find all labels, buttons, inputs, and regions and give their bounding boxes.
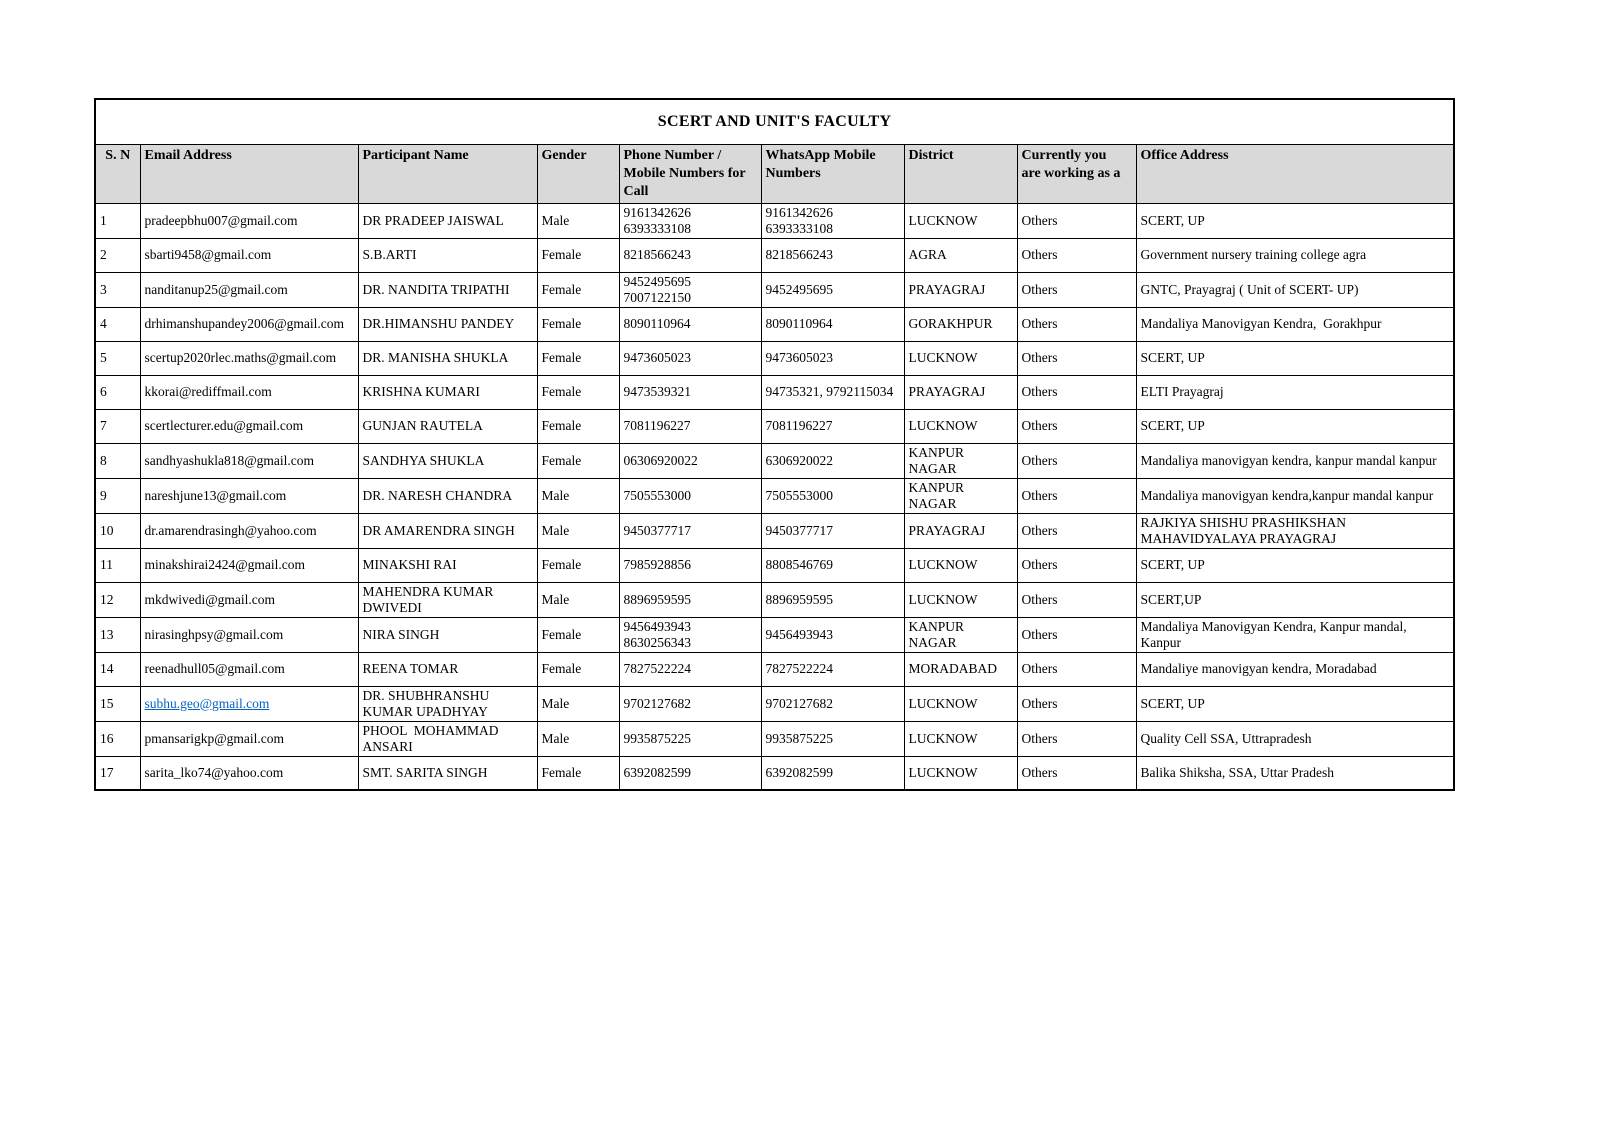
cell-working: Others — [1017, 548, 1136, 582]
cell-office: SCERT,UP — [1136, 582, 1454, 617]
cell-sn: 7 — [95, 409, 140, 443]
cell-name: KRISHNA KUMARI — [358, 375, 537, 409]
cell-phone: 9452495695 7007122150 — [619, 272, 761, 307]
cell-whatsapp: 7827522224 — [761, 652, 904, 686]
cell-gender: Female — [537, 307, 619, 341]
cell-office: RAJKIYA SHISHU PRASHIKSHAN MAHAVIDYALAYA PRAYAGRAJ — [1136, 513, 1454, 548]
cell-email: nareshjune13@gmail.com — [140, 478, 358, 513]
cell-name: DR AMARENDRA SINGH — [358, 513, 537, 548]
cell-email: minakshirai2424@gmail.com — [140, 548, 358, 582]
table-row — [95, 652, 1454, 686]
cell-phone: 9473605023 — [619, 341, 761, 375]
column-header-name: Participant Name — [358, 144, 537, 203]
cell-sn: 8 — [95, 443, 140, 478]
cell-office: SCERT, UP — [1136, 203, 1454, 238]
cell-phone: 9473539321 — [619, 375, 761, 409]
table-row — [95, 341, 1454, 375]
cell-sn: 3 — [95, 272, 140, 307]
cell-phone: 6392082599 — [619, 756, 761, 790]
cell-whatsapp: 9702127682 — [761, 686, 904, 721]
cell-name: DR PRADEEP JAISWAL — [358, 203, 537, 238]
table-row — [95, 582, 1454, 617]
cell-gender: Female — [537, 375, 619, 409]
cell-district: KANPUR NAGAR — [904, 478, 1017, 513]
cell-office: Government nursery training college agra — [1136, 238, 1454, 272]
cell-gender: Female — [537, 756, 619, 790]
cell-email: sandhyashukla818@gmail.com — [140, 443, 358, 478]
cell-office: GNTC, Prayagraj ( Unit of SCERT- UP) — [1136, 272, 1454, 307]
cell-office: Mandaliya manovigyan kendra,kanpur mandal kanpur — [1136, 478, 1454, 513]
cell-office: Mandaliya Manovigyan Kendra, Kanpur mandal, Kanpur — [1136, 617, 1454, 652]
cell-district: GORAKHPUR — [904, 307, 1017, 341]
cell-name: DR. NARESH CHANDRA — [358, 478, 537, 513]
column-header-phone: Phone Number / Mobile Numbers for Call — [619, 144, 761, 203]
table-row — [95, 617, 1454, 652]
cell-sn: 5 — [95, 341, 140, 375]
cell-district: LUCKNOW — [904, 409, 1017, 443]
cell-sn: 15 — [95, 686, 140, 721]
cell-whatsapp: 8896959595 — [761, 582, 904, 617]
title-row — [95, 99, 1454, 144]
cell-name: DR.HIMANSHU PANDEY — [358, 307, 537, 341]
column-header-district: District — [904, 144, 1017, 203]
cell-whatsapp: 9450377717 — [761, 513, 904, 548]
cell-whatsapp: 7505553000 — [761, 478, 904, 513]
cell-sn: 14 — [95, 652, 140, 686]
cell-whatsapp: 9456493943 — [761, 617, 904, 652]
table-row — [95, 272, 1454, 307]
cell-name: MAHENDRA KUMAR DWIVEDI — [358, 582, 537, 617]
table-row — [95, 548, 1454, 582]
cell-office: Balika Shiksha, SSA, Uttar Pradesh — [1136, 756, 1454, 790]
cell-gender: Male — [537, 203, 619, 238]
cell-phone: 8218566243 — [619, 238, 761, 272]
cell-district: MORADABAD — [904, 652, 1017, 686]
cell-working: Others — [1017, 238, 1136, 272]
cell-office: SCERT, UP — [1136, 686, 1454, 721]
cell-sn: 9 — [95, 478, 140, 513]
cell-whatsapp: 8218566243 — [761, 238, 904, 272]
cell-district: KANPUR NAGAR — [904, 443, 1017, 478]
cell-phone: 8090110964 — [619, 307, 761, 341]
cell-phone: 9161342626 6393333108 — [619, 203, 761, 238]
table-row — [95, 686, 1454, 721]
cell-gender: Male — [537, 513, 619, 548]
cell-gender: Female — [537, 548, 619, 582]
table-row — [95, 513, 1454, 548]
cell-working: Others — [1017, 307, 1136, 341]
faculty-table — [94, 98, 1455, 791]
email-link[interactable]: subhu.geo@gmail.com — [144, 695, 270, 711]
column-header-email: Email Address — [140, 144, 358, 203]
cell-office: SCERT, UP — [1136, 341, 1454, 375]
cell-working: Others — [1017, 203, 1136, 238]
cell-working: Others — [1017, 375, 1136, 409]
cell-district: LUCKNOW — [904, 686, 1017, 721]
cell-name: DR. MANISHA SHUKLA — [358, 341, 537, 375]
cell-whatsapp: 7081196227 — [761, 409, 904, 443]
cell-district: LUCKNOW — [904, 721, 1017, 756]
cell-office: Mandaliya manovigyan kendra, kanpur mandal kanpur — [1136, 443, 1454, 478]
cell-email: reenadhull05@gmail.com — [140, 652, 358, 686]
table-title: SCERT AND UNIT'S FACULTY — [95, 99, 1454, 144]
cell-working: Others — [1017, 617, 1136, 652]
cell-district: KANPUR NAGAR — [904, 617, 1017, 652]
cell-gender: Female — [537, 652, 619, 686]
cell-district: PRAYAGRAJ — [904, 272, 1017, 307]
table-row — [95, 721, 1454, 756]
cell-email: drhimanshupandey2006@gmail.com — [140, 307, 358, 341]
cell-gender: Female — [537, 272, 619, 307]
cell-gender: Male — [537, 582, 619, 617]
cell-working: Others — [1017, 686, 1136, 721]
cell-gender: Male — [537, 686, 619, 721]
cell-office: ELTI Prayagraj — [1136, 375, 1454, 409]
cell-phone: 9935875225 — [619, 721, 761, 756]
cell-whatsapp: 9161342626 6393333108 — [761, 203, 904, 238]
table-row — [95, 238, 1454, 272]
cell-name: DR. NANDITA TRIPATHI — [358, 272, 537, 307]
cell-phone: 9456493943 8630256343 — [619, 617, 761, 652]
column-header-whatsapp: WhatsApp Mobile Numbers — [761, 144, 904, 203]
cell-phone: 7505553000 — [619, 478, 761, 513]
table-row — [95, 375, 1454, 409]
table-row — [95, 443, 1454, 478]
cell-district: LUCKNOW — [904, 756, 1017, 790]
cell-working: Others — [1017, 513, 1136, 548]
table-row — [95, 307, 1454, 341]
cell-gender: Female — [537, 341, 619, 375]
cell-whatsapp: 94735321, 9792115034 — [761, 375, 904, 409]
cell-gender: Male — [537, 478, 619, 513]
cell-district: AGRA — [904, 238, 1017, 272]
table-row — [95, 203, 1454, 238]
cell-working: Others — [1017, 478, 1136, 513]
cell-name: S.B.ARTI — [358, 238, 537, 272]
cell-email: mkdwivedi@gmail.com — [140, 582, 358, 617]
cell-gender: Male — [537, 721, 619, 756]
table-row — [95, 409, 1454, 443]
cell-gender: Female — [537, 443, 619, 478]
cell-working: Others — [1017, 582, 1136, 617]
cell-email: sbarti9458@gmail.com — [140, 238, 358, 272]
cell-name: PHOOL MOHAMMAD ANSARI — [358, 721, 537, 756]
cell-name: GUNJAN RAUTELA — [358, 409, 537, 443]
cell-sn: 16 — [95, 721, 140, 756]
cell-gender: Female — [537, 238, 619, 272]
cell-sn: 17 — [95, 756, 140, 790]
cell-phone: 9702127682 — [619, 686, 761, 721]
table-row — [95, 478, 1454, 513]
cell-email: pmansarigkp@gmail.com — [140, 721, 358, 756]
cell-sn: 1 — [95, 203, 140, 238]
cell-office: Mandaliya Manovigyan Kendra, Gorakhpur — [1136, 307, 1454, 341]
table-row — [95, 756, 1454, 790]
cell-sn: 12 — [95, 582, 140, 617]
cell-email: sarita_lko74@yahoo.com — [140, 756, 358, 790]
cell-working: Others — [1017, 409, 1136, 443]
cell-district: PRAYAGRAJ — [904, 375, 1017, 409]
cell-phone: 8896959595 — [619, 582, 761, 617]
cell-email: nirasinghpsy@gmail.com — [140, 617, 358, 652]
cell-phone: 06306920022 — [619, 443, 761, 478]
cell-gender: Female — [537, 409, 619, 443]
cell-name: DR. SHUBHRANSHU KUMAR UPADHYAY — [358, 686, 537, 721]
cell-working: Others — [1017, 721, 1136, 756]
cell-phone: 7827522224 — [619, 652, 761, 686]
cell-sn: 6 — [95, 375, 140, 409]
cell-email: scertlecturer.edu@gmail.com — [140, 409, 358, 443]
cell-email: scertup2020rlec.maths@gmail.com — [140, 341, 358, 375]
cell-office: Mandaliye manovigyan kendra, Moradabad — [1136, 652, 1454, 686]
cell-district: LUCKNOW — [904, 203, 1017, 238]
cell-whatsapp: 9935875225 — [761, 721, 904, 756]
cell-working: Others — [1017, 443, 1136, 478]
cell-district: PRAYAGRAJ — [904, 513, 1017, 548]
cell-email — [140, 686, 358, 721]
table-body — [95, 203, 1454, 790]
cell-office: SCERT, UP — [1136, 409, 1454, 443]
cell-sn: 2 — [95, 238, 140, 272]
column-header-sn: S. N — [95, 144, 140, 203]
cell-working: Others — [1017, 272, 1136, 307]
cell-name: SMT. SARITA SINGH — [358, 756, 537, 790]
cell-phone: 7985928856 — [619, 548, 761, 582]
cell-district: LUCKNOW — [904, 548, 1017, 582]
cell-office: SCERT, UP — [1136, 548, 1454, 582]
cell-name: REENA TOMAR — [358, 652, 537, 686]
cell-working: Others — [1017, 341, 1136, 375]
cell-whatsapp: 9452495695 — [761, 272, 904, 307]
cell-name: SANDHYA SHUKLA — [358, 443, 537, 478]
cell-whatsapp: 9473605023 — [761, 341, 904, 375]
cell-office: Quality Cell SSA, Uttrapradesh — [1136, 721, 1454, 756]
column-header-office: Office Address — [1136, 144, 1454, 203]
cell-email: nanditanup25@gmail.com — [140, 272, 358, 307]
cell-whatsapp: 8090110964 — [761, 307, 904, 341]
cell-sn: 11 — [95, 548, 140, 582]
cell-sn: 4 — [95, 307, 140, 341]
column-header-gender: Gender — [537, 144, 619, 203]
cell-whatsapp: 6392082599 — [761, 756, 904, 790]
cell-phone: 9450377717 — [619, 513, 761, 548]
cell-sn: 13 — [95, 617, 140, 652]
cell-working: Others — [1017, 756, 1136, 790]
column-header-working: Currently you are working as a — [1017, 144, 1136, 203]
cell-email: dr.amarendrasingh@yahoo.com — [140, 513, 358, 548]
cell-name: MINAKSHI RAI — [358, 548, 537, 582]
table-header-row — [95, 144, 1454, 203]
cell-name: NIRA SINGH — [358, 617, 537, 652]
cell-district: LUCKNOW — [904, 341, 1017, 375]
cell-sn: 10 — [95, 513, 140, 548]
cell-working: Others — [1017, 652, 1136, 686]
cell-district: LUCKNOW — [904, 582, 1017, 617]
cell-gender: Female — [537, 617, 619, 652]
cell-email: pradeepbhu007@gmail.com — [140, 203, 358, 238]
cell-whatsapp: 8808546769 — [761, 548, 904, 582]
cell-phone: 7081196227 — [619, 409, 761, 443]
cell-whatsapp: 6306920022 — [761, 443, 904, 478]
cell-email: kkorai@rediffmail.com — [140, 375, 358, 409]
